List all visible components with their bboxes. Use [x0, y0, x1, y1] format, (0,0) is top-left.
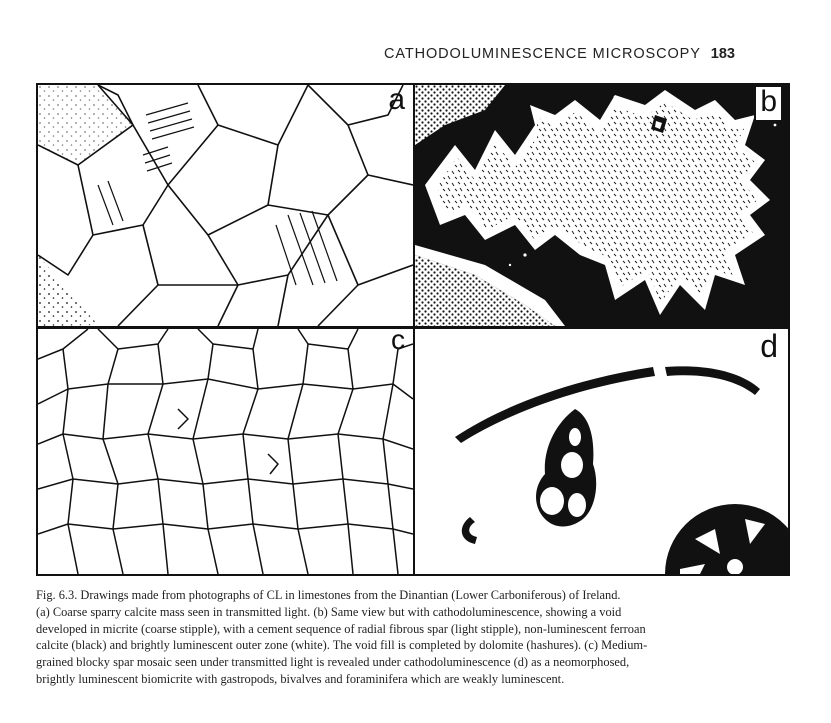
- panel-divider-horizontal: [38, 326, 788, 329]
- panel-divider-vertical: [413, 85, 415, 574]
- panel-a-transmitted-light-drawing: [38, 85, 413, 326]
- caption-line: brightly luminescent biomicrite with gastropods, bivalves and foraminifera which are weakly luminescent.: [36, 671, 565, 686]
- caption-line: (a) Coarse sparry calcite mass seen in transmitted light. (b) Same view but with cathodoluminescence, showing a void: [36, 604, 622, 619]
- running-head: [384, 46, 804, 62]
- panel-d-biomicrite-drawing: [415, 329, 788, 574]
- caption-line: developed in micrite (coarse stipple), with a cement sequence of radial fibrous spar (light stipple), non-luminescent ferroan: [36, 621, 646, 636]
- panel-d-label: d: [760, 329, 778, 364]
- panel-b-cathodoluminescence-drawing: [415, 85, 788, 326]
- panel-b-label: b: [754, 87, 781, 122]
- panel-c-drawing: [38, 329, 413, 574]
- figure-6-3: [36, 83, 790, 576]
- caption-line: grained blocky spar mosaic seen under transmitted light is revealed under cathodoluminescence (d) as a neomorphosed,: [36, 655, 630, 670]
- page-number: 183: [710, 46, 735, 62]
- caption-line: Fig. 6.3. Drawings made from photographs of CL in limestones from the Dinantian (Lower Carboniferous) of Ireland.: [36, 588, 621, 602]
- caption-line: calcite (black) and brightly luminescent outer zone (white). The void fill is completed by dolomite (hashures). (c) Medium-: [36, 638, 648, 653]
- figure-caption: [36, 587, 796, 688]
- panel-a-label: a: [388, 85, 405, 116]
- panel-c-label: c: [391, 329, 405, 355]
- panel-d-drawing: [415, 329, 788, 574]
- panel-a-drawing: [38, 85, 413, 326]
- running-title: CATHODOLUMINESCENCE MICROSCOPY: [384, 46, 701, 62]
- panel-b-drawing: [415, 85, 788, 326]
- panel-c-blocky-spar-drawing: [38, 329, 413, 574]
